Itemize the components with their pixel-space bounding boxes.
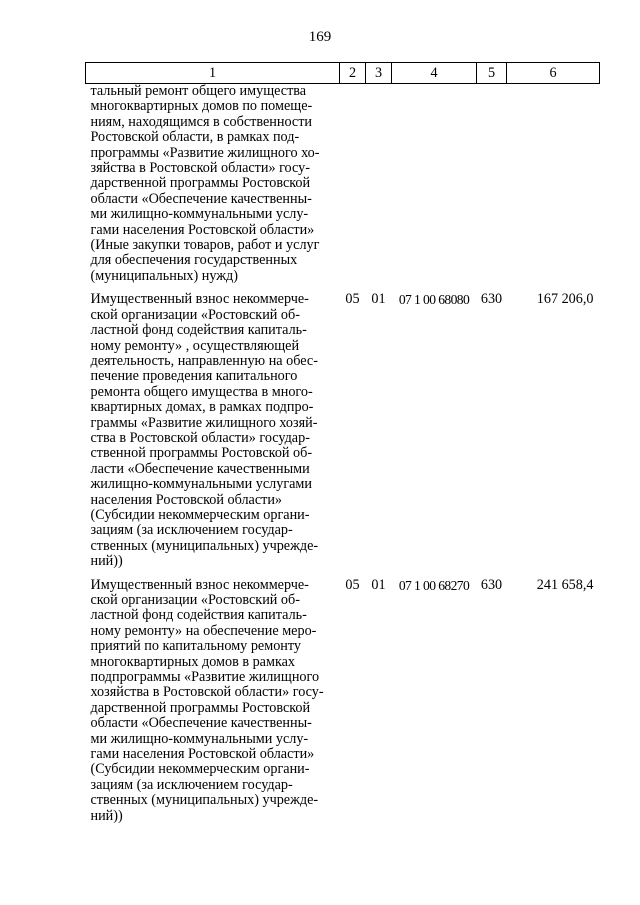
- table-header-row: [86, 63, 600, 84]
- table-row: [86, 570, 600, 825]
- column-header-5: 5: [477, 63, 507, 84]
- column-header-3: 3: [366, 63, 392, 84]
- column-header-1: 1: [86, 63, 340, 84]
- row-section: 05: [345, 291, 360, 308]
- row-amount: [507, 84, 600, 285]
- page-number: 169: [308, 29, 332, 45]
- row-amount: 167 206,0: [536, 291, 594, 308]
- column-header-6: 6: [507, 63, 600, 84]
- row-target-article: 07 1 00 68080: [398, 292, 470, 308]
- budget-table: [85, 62, 600, 824]
- row-amount: 241 658,4: [536, 576, 594, 593]
- row-expense-type: [477, 84, 507, 285]
- table-row: [86, 84, 600, 285]
- row-description: тальный ремонт общего имущества многоквартирных домов по помеще- ниям, находящимся в собственности Ростовской области, в рамках под- программы «Развитие жилищного хо- зяйства в Ростовской области» госу- дарственной программы Ростовской области «Обеспечение качественны- ми жилищно-коммунальными услу- гами населения Ростовской области» (Иные закупки товаров, работ и услуг для обеспечения государственных (муниципальных) нужд): [90, 83, 320, 284]
- row-subsection: 01: [371, 576, 386, 593]
- row-subsection: [366, 84, 392, 285]
- row-expense-type: 630: [480, 576, 503, 593]
- table-row: [86, 284, 600, 569]
- row-target-article: 07 1 00 68270: [398, 577, 470, 593]
- column-header-4: 4: [392, 63, 477, 84]
- column-header-2: 2: [340, 63, 366, 84]
- row-subsection: 01: [371, 291, 386, 308]
- row-section: 05: [345, 576, 360, 593]
- row-description: Имущественный взнос некоммерче- ской организации «Ростовский об- ластной фонд содействия капиталь- ному ремонту» на обеспечение меро- приятий по капитальному ремонту многоквартирных домов в рамках подпрограммы «Развитие жилищного хозяйства в Ростовской области» госу- дарственной программы Ростовской области «Обеспечение качественны- ми жилищно-коммунальными услу- гами населения Ростовской области» (Субсидии некоммерческим органи- зациям (за исключением государ- ственных (муниципальных) учрежде- ний)): [90, 576, 324, 824]
- row-target-article: [392, 84, 477, 285]
- row-section: [340, 84, 366, 285]
- row-description: Имущественный взнос некоммерче- ской организации «Ростовский об- ластной фонд содействия капиталь- ному ремонту» , осуществляющей деятельность, направленную на обес- печение проведения капитального ремонта общего имущества в много- квартирных домах, в рамках подпро- граммы «Развитие жилищного хозяй- ства в Ростовской области» государ- ственной программы Ростовской об- ласти «Обеспечение качественными жилищно-коммунальными услугами населения Ростовской области» (Субсидии некоммерческим органи- зациям (за исключением государ- ственных (муниципальных) учрежде- ний)): [90, 291, 319, 570]
- row-expense-type: 630: [480, 291, 503, 308]
